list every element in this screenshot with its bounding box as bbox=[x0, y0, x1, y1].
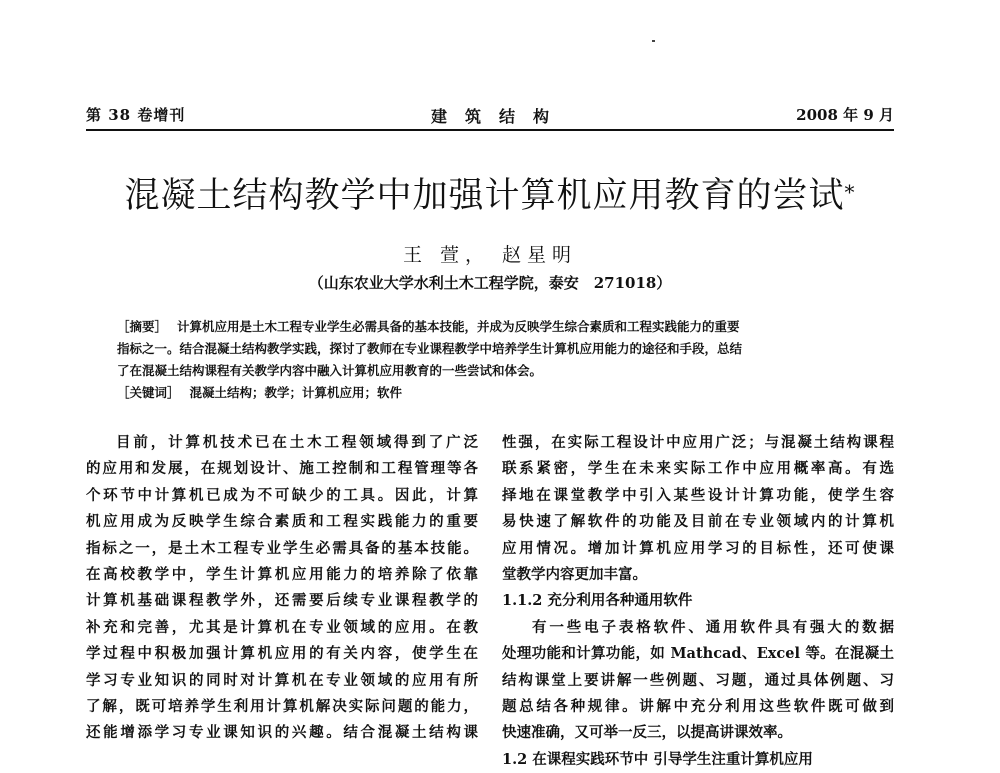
body-line: 了解，既可培养学生利用计算机解决实际问题的能力， bbox=[86, 698, 478, 716]
header-rule bbox=[86, 129, 894, 131]
body-line: 题总结各种规律。讲解中充分利用这些软件既可做到 bbox=[502, 698, 894, 716]
body-line: 计算机基础课程教学外，还需要后续专业课程教学的 bbox=[86, 592, 478, 610]
body-line: 补充和完善，尤其是计算机在专业领域的应用。在教 bbox=[86, 618, 478, 636]
abstract-label: ［摘要］ bbox=[117, 319, 168, 334]
volume-label: 第 38 卷增刊 bbox=[86, 106, 186, 124]
body-line: 机应用成为反映学生综合素质和工程实践能力的重要 bbox=[86, 513, 478, 531]
body-line: 还能增添学习专业课知识的兴趣。结合混凝土结构课 bbox=[86, 724, 478, 742]
running-head bbox=[86, 104, 894, 130]
body-line: 指标之一，是土木工程专业学生必需具备的基本技能。 bbox=[86, 539, 478, 557]
body-line: 目前，计算机技术已在土木工程领域得到了广泛 bbox=[116, 434, 478, 451]
body-line: 在高校教学中，学生计算机应用能力的培养除了依靠 bbox=[86, 566, 478, 584]
affiliation: （山东农业大学水利土木工程学院，泰安 271018） bbox=[308, 274, 672, 292]
keywords-label: ［关键词］ bbox=[117, 385, 180, 400]
body-line: 性强，在实际工程设计中应用广泛；与混凝土结构课程 bbox=[502, 434, 894, 451]
title-footnote-mark: * bbox=[844, 180, 856, 204]
body-line: 的应用和发展，在规划设计、施工控制和工程管理等各 bbox=[86, 460, 478, 478]
article-title-text: 混凝土结构教学中加强计算机应用教育的尝试 bbox=[124, 176, 845, 216]
abstract-line: 了在混凝土结构课程有关教学内容中融入计算机应用教育的一些尝试和体会。 bbox=[117, 363, 543, 378]
body-line: 堂教学内容更加丰富。 bbox=[502, 566, 647, 584]
keywords-text: 混凝土结构；教学；计算机应用；软件 bbox=[189, 385, 403, 400]
abstract-block bbox=[117, 316, 877, 404]
article-title bbox=[86, 174, 894, 218]
body-line: 处理功能和计算功能，如 Mathcad、Excel 等。在混凝土 bbox=[502, 645, 894, 663]
body-column-left bbox=[86, 430, 478, 747]
abstract-line: ［摘要］ 计算机应用是土木工程专业学生必需具备的基本技能，并成为反映学生综合素质和工程实践能力的重要 bbox=[117, 319, 740, 334]
abstract-line: 指标之一。结合混凝土结构教学实践，探讨了教师在专业课程教学中培养学生计算机应用能力的途径和手段，总结 bbox=[117, 341, 743, 356]
body-line: 联系紧密，学生在未来实际工作中应用概率高。有选 bbox=[502, 460, 894, 478]
body-line: 应用情况。增加计算机应用学习的目标性，还可使课 bbox=[502, 539, 894, 557]
body-line: 择地在课堂教学中引入某些设计计算功能，使学生容 bbox=[502, 486, 894, 504]
keywords-line bbox=[117, 382, 877, 404]
authors: 王 萱， 赵星明 bbox=[402, 244, 578, 266]
body-line: 学习专业知识的同时对计算机在专业领域的应用有所 bbox=[86, 671, 478, 689]
body-line: 易快速了解软件的功能及目前在专业领域内的计算机 bbox=[502, 513, 894, 531]
scan-speck bbox=[652, 40, 655, 42]
body-line: 个环节中计算机已成为不可缺少的工具。因此，计算 bbox=[86, 486, 478, 504]
issue-date: 2008 年 9 月 bbox=[796, 106, 894, 124]
body-column-right bbox=[502, 430, 894, 773]
journal-name: 建筑结构 bbox=[430, 107, 567, 126]
body-line: 学过程中积极加强计算机应用的有关内容，使学生在 bbox=[86, 645, 478, 663]
section-heading: 1.1.2 充分利用各种通用软件 bbox=[502, 592, 693, 610]
body-line: 结构课堂上要讲解一些例题、习题，通过具体例题、习 bbox=[502, 671, 894, 689]
body-line: 有一些电子表格软件、通用软件具有强大的数据 bbox=[532, 618, 894, 636]
section-heading: 1.2 在课程实践环节中 引导学生注重计算机应用 bbox=[502, 750, 813, 768]
body-line: 快速准确，又可举一反三，以提高讲课效率。 bbox=[502, 724, 792, 742]
